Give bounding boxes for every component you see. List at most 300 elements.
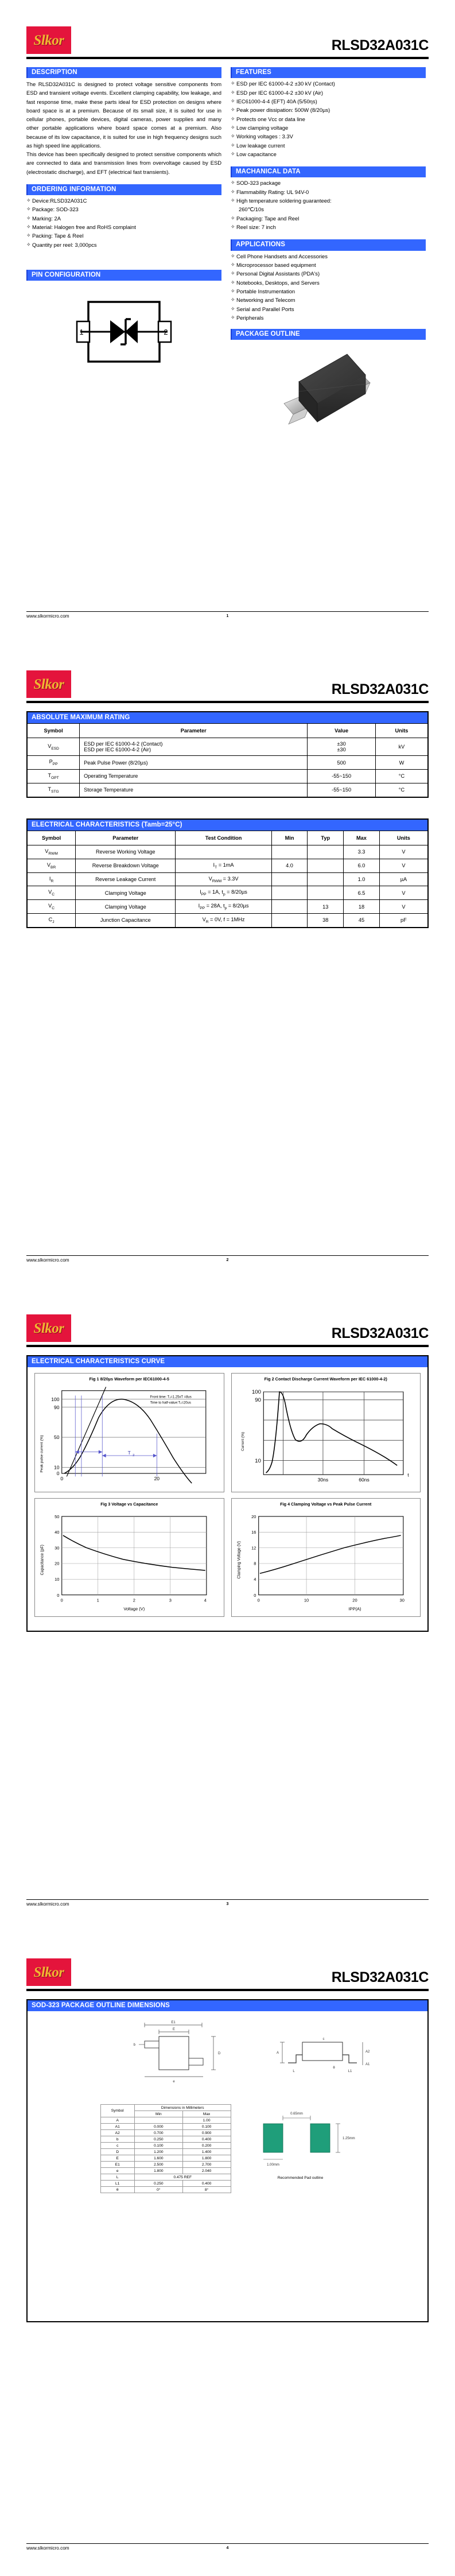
cell-units: V [379, 845, 427, 859]
spacer [26, 798, 429, 810]
cell-min [271, 886, 308, 900]
recommended-pad-caption: Recommended Pad outline [277, 2176, 324, 2181]
cell-symbol: E1 [100, 2162, 134, 2168]
cell-min [271, 872, 308, 886]
footer-row [26, 614, 429, 619]
list-item: ✧ Packaging: Tape and Reel [231, 214, 426, 223]
dimension-table-block [100, 2104, 231, 2193]
pin2-label: 2 [164, 328, 168, 337]
electrical-characteristics-curve-section [26, 1355, 429, 1632]
cell-symbol: A2 [100, 2130, 134, 2136]
dim-label-b: b [133, 2043, 135, 2047]
cell-max: 1.0 [344, 872, 380, 886]
list-item: ✧ Packing: Tape & Reel [26, 231, 221, 240]
cell-units: V [379, 886, 427, 900]
left-column [26, 67, 221, 434]
dim-label-theta: θ [332, 2066, 335, 2070]
cell-symbol: $C_J$ [28, 914, 76, 927]
slkor-logo [26, 26, 71, 54]
table-row [100, 2136, 231, 2143]
column-header: Max [182, 2111, 231, 2117]
ordering-list [26, 196, 221, 249]
page-footer [26, 1255, 429, 1263]
cell-units: °C [375, 770, 427, 783]
list-item: ✧ Peripherals [231, 313, 426, 322]
fig2-plot [234, 1383, 418, 1491]
section-header-applications: APPLICATIONS [231, 239, 426, 250]
diode-symbol-icon [61, 292, 187, 372]
page-header [26, 644, 429, 698]
cell-symbol: $P_{PP}$ [28, 756, 80, 770]
list-item: ✧ Low clamping voltage [231, 123, 426, 132]
table-row [28, 872, 427, 886]
page1-columns [26, 67, 429, 434]
ytick: 16 [251, 1530, 256, 1535]
table-row [28, 859, 427, 872]
table-row [100, 2162, 231, 2168]
cell-symbol: $V_{ESD}$ [28, 738, 80, 756]
features-list [231, 79, 426, 158]
footer-url: www.slkormicro.com [26, 614, 69, 619]
chart-title: Fig 3 Voltage vs Capacitance [100, 1501, 158, 1507]
cell-symbol: $V_C$ [28, 886, 76, 900]
footer-rule [26, 1899, 429, 1900]
abs-max-table [28, 723, 427, 796]
table-row [28, 900, 427, 914]
applications-list [231, 252, 426, 323]
cell-min: 0.700 [134, 2130, 182, 2136]
cell-condition: $I_T = 1mA$ [176, 859, 271, 872]
electrical-characteristics-table [26, 818, 429, 928]
footer-rule [26, 1255, 429, 1256]
recommended-pad-block [246, 2104, 355, 2180]
cell-max: 0.200 [182, 2143, 231, 2149]
column-header: Test Condition [176, 831, 271, 845]
spacer [231, 158, 426, 166]
cell-value: -55~150 [308, 783, 375, 796]
section-header-absolute-maximum-rating: ABSOLUTE MAXIMUM RATING [28, 712, 427, 723]
logo-text: Slkor [33, 1320, 64, 1336]
cell-max: 0.100 [182, 2124, 231, 2130]
cell-max: 2.040 [182, 2168, 231, 2174]
table-row [28, 914, 427, 927]
cell-value: ±30 ±30 [308, 738, 375, 756]
cell-units: W [375, 756, 427, 770]
table-row [28, 738, 427, 756]
axis-label-y: Clamping Voltage (V) [237, 1541, 242, 1579]
package-top-view-drawing [76, 2019, 265, 2094]
logo-text: Slkor [33, 1964, 64, 1980]
ytick: 10 [53, 1464, 60, 1471]
cell-symbol: D [100, 2149, 134, 2155]
dim-label-L1: L1 [348, 2070, 352, 2074]
page-title: RLSD32A031C [331, 1969, 429, 1985]
cell-parameter: Reverse Leakage Current [76, 872, 176, 886]
spacer [26, 176, 221, 184]
cell-max: 0.900 [182, 2130, 231, 2136]
column-header: Typ [308, 831, 344, 845]
ytick: 90 [254, 1396, 261, 1403]
description-paragraph: The RLSD32A031C is designed to protect voltage sensitive components from ESD and transient voltage events. Excellent clamping capability, low leakage, and fast response time, make these parts ideal for ESD protection on designs where board space is at a premium. Because of its small size, it is suited for use in cellular phones, portable devices, digital cameras, power supplies and many other portable applications where board space comes at a premium. Also because of its low capacitance, it is suited for use in high frequency designs such as high speed line applications. [26, 81, 221, 149]
table-row [100, 2149, 231, 2155]
ytick: 100 [251, 1388, 261, 1395]
cell-max: 0.400 [182, 2136, 231, 2143]
axis-label-y: Peak pulse current (%) [40, 1435, 44, 1473]
spacer [26, 249, 221, 270]
cell-units: kV [375, 738, 427, 756]
ytick: 4 [253, 1577, 256, 1582]
ytick: 8 [253, 1561, 256, 1566]
table-row [100, 2143, 231, 2149]
cell-max: 2.700 [182, 2162, 231, 2168]
cell-min: 0.250 [134, 2181, 182, 2187]
chart-fig4 [231, 1498, 421, 1617]
cell-max: 1.00 [182, 2117, 231, 2124]
cell-typ [308, 886, 344, 900]
cell-ref-value: 0.475 REF [134, 2174, 231, 2181]
cell-value: -55~150 [308, 770, 375, 783]
ytick: 90 [53, 1404, 60, 1410]
xtick: 20 [154, 1475, 160, 1481]
cell-min: 1.600 [134, 2155, 182, 2162]
description-paragraph: This device has been specifically designed to protect sensitive components which are connected to data and transmission lines from overvoltage caused by ESD (electrostatic discharge), and EFT (electrical fast transients). [26, 151, 221, 175]
table-row [100, 2187, 231, 2193]
xtick: 60ns [358, 1476, 370, 1483]
column-header: Value [308, 724, 375, 738]
table-header-row [28, 724, 427, 738]
axis-label-x: IPP(A) [348, 1606, 361, 1612]
cell-max: 3.3 [344, 845, 380, 859]
section-header-package-outline: PACKAGE OUTLINE [231, 329, 426, 340]
list-item: ✧ Protects one Vcc or data line [231, 115, 426, 123]
cell-symbol: $I_R$ [28, 872, 76, 886]
footer-rule [26, 611, 429, 612]
pad-dim-width: 1.00mm [266, 2163, 279, 2167]
dim-label-e: e [172, 2080, 175, 2084]
xtick: 0 [257, 1597, 260, 1603]
svg-text:2: 2 [133, 1453, 135, 1457]
annotation-front-time: Front time: T₁=1.25xT =8us [150, 1395, 192, 1399]
xtick: 0 [60, 1597, 63, 1603]
footer-row [26, 1902, 429, 1907]
cell-units: µA [379, 872, 427, 886]
list-item: ✧ ESD per IEC 61000-4-2 ±30 kV (Contact) [231, 79, 426, 88]
cell-symbol: $V_C$ [28, 900, 76, 914]
column-header: Parameter [76, 831, 176, 845]
page-title: RLSD32A031C [331, 681, 429, 697]
cell-min: 0° [134, 2187, 182, 2193]
list-item: ✧ IEC61000-4-4 (EFT) 40A (5/50ηs) [231, 97, 426, 106]
cell-typ: 38 [308, 914, 344, 927]
list-item: ✧ Material: Halogen free and RoHS complaint [26, 223, 221, 231]
cell-min: 0.100 [134, 2143, 182, 2149]
dim-label-A2: A2 [365, 2050, 370, 2054]
cell-parameter: Reverse Breakdown Voltage [76, 859, 176, 872]
column-header: Min [134, 2111, 182, 2117]
cell-min: 2.500 [134, 2162, 182, 2168]
cell-max: 18 [344, 900, 380, 914]
dimension-table [100, 2104, 231, 2193]
column-header: Max [344, 831, 380, 845]
dims-and-pad-row [36, 2104, 419, 2193]
pad-dim-height: 1.25mm [342, 2137, 355, 2141]
column-header: Symbol [100, 2105, 134, 2117]
page-footer [26, 2543, 429, 2551]
slkor-logo [26, 1958, 71, 1986]
dim-label-E: E [172, 2028, 175, 2032]
cell-symbol: θ [100, 2187, 134, 2193]
column-header: Symbol [28, 724, 80, 738]
list-item: ✧ Quantity per reel: 3,000pcs [26, 240, 221, 249]
ytick: 40 [55, 1530, 60, 1535]
header-rule [26, 57, 429, 59]
fig1-plot [37, 1383, 221, 1491]
curve-row-1 [34, 1373, 421, 1492]
dim-label-A: A [276, 2051, 279, 2055]
cell-parameter: Operating Temperature [80, 770, 308, 783]
right-column [231, 67, 426, 434]
cell-value: 500 [308, 756, 375, 770]
page-title: RLSD32A031C [331, 37, 429, 53]
cell-max: 1.400 [182, 2149, 231, 2155]
sod323-package-icon [274, 347, 383, 433]
dim-label-E1: E1 [170, 2021, 176, 2025]
cell-min [271, 845, 308, 859]
cell-symbol: $T_{OPT}$ [28, 770, 80, 783]
list-item: ✧ SOD-323 package [231, 179, 426, 187]
table-header-row [100, 2105, 231, 2111]
cell-typ [308, 872, 344, 886]
section-header-pin-configuration: PIN CONFIGURATION [26, 270, 221, 281]
cell-parameter: ESD per IEC 61000-4-2 (Contact) ESD per IEC 61000-4-2 (Air) [80, 738, 308, 756]
dimension-units-header: Dimensions in Millimeters [134, 2105, 231, 2111]
cell-condition: $V_{RWM} = 3.3V$ [176, 872, 271, 886]
cell-parameter: Clamping Voltage [76, 886, 176, 900]
annotation-t2: T [127, 1449, 131, 1456]
fig3-plot [37, 1508, 221, 1615]
page-header [26, 1932, 429, 1986]
slkor-logo [26, 670, 71, 698]
table-row [100, 2181, 231, 2187]
xtick: 2 [133, 1597, 135, 1603]
slkor-logo [26, 1314, 71, 1342]
spacer [231, 322, 426, 329]
page-header [26, 0, 429, 54]
logo-text: Slkor [33, 32, 64, 48]
header-rule [26, 1345, 429, 1347]
xtick: 0 [60, 1475, 64, 1481]
cell-min [134, 2117, 182, 2124]
pin-configuration-drawing [26, 289, 221, 375]
list-item: ✧ High temperature soldering guaranteed: [231, 196, 426, 205]
ytick: 50 [55, 1514, 60, 1520]
section-header-package-outline-dimensions: SOD-323 PACKAGE OUTLINE DIMENSIONS [28, 2000, 427, 2011]
table-row [28, 756, 427, 770]
list-item: ✧ Personal Digital Assistants (PDA's) [231, 269, 426, 278]
package-outline-dimensions-section [26, 1999, 429, 2322]
cell-max: 8° [182, 2187, 231, 2193]
list-item: ✧ Networking and Telecom [231, 296, 426, 304]
cell-symbol: E [100, 2155, 134, 2162]
page-footer [26, 611, 429, 619]
cell-symbol: L [100, 2174, 134, 2181]
ytick: 0 [57, 1593, 60, 1599]
list-item: ✧ Reel size: 7 inch [231, 223, 426, 231]
pad-dim-gap: 0.65mm [290, 2112, 303, 2116]
cell-min: 4.0 [271, 859, 308, 872]
table-row [100, 2168, 231, 2174]
ytick: 12 [251, 1545, 256, 1551]
column-header: Symbol [28, 831, 76, 845]
axis-label-y: Capacitance (pF) [40, 1545, 45, 1576]
section-header-electrical-characteristics: ELECTRICAL CHARACTERISTICS (Tamb=25°C) [28, 820, 427, 831]
recommended-pad-outline-drawing [246, 2104, 355, 2173]
ytick: 10 [55, 1577, 60, 1582]
cell-parameter: Reverse Working Voltage [76, 845, 176, 859]
column-header: Units [375, 724, 427, 738]
ytick: 0 [56, 1470, 60, 1476]
cell-symbol: c [100, 2143, 134, 2149]
dim-label-A1: A1 [365, 2063, 370, 2067]
cell-parameter: Storage Temperature [80, 783, 308, 796]
spacer [231, 231, 426, 239]
chart-title: Fig 1 8/20µs Waveform per IEC61000-4-5 [89, 1376, 169, 1382]
list-item: ✧ Microprocessor based equipment [231, 261, 426, 269]
list-item: ✧ Package: SOD-323 [26, 205, 221, 214]
table-row [28, 770, 427, 783]
table-row [100, 2130, 231, 2136]
ytick: 0 [253, 1593, 256, 1599]
cell-max: 6.5 [344, 886, 380, 900]
cell-typ [308, 859, 344, 872]
xtick: 3 [169, 1597, 172, 1603]
xtick: 30 [399, 1597, 405, 1603]
list-item: ✧ Low leakage current [231, 141, 426, 150]
absolute-maximum-rating-table [26, 711, 429, 798]
list-item: ✧ Flammability Rating: UL 94V-0 [231, 188, 426, 196]
cell-condition: $I_{PP} = 28A$, $t_p = 8/20\mu s$ [176, 900, 271, 914]
cell-symbol: e [100, 2168, 134, 2174]
cell-max: 0.400 [182, 2181, 231, 2187]
footer-url: www.slkormicro.com [26, 1902, 69, 1907]
package-drawings-top [36, 2019, 419, 2094]
page-number: 4 [226, 2546, 229, 2550]
footer-row [26, 1258, 429, 1263]
cell-min [271, 900, 308, 914]
table-row [28, 783, 427, 796]
list-item: ✧ ESD per IEC 61000-4-2 ±30 kV (Air) [231, 88, 426, 97]
cell-symbol: $V_{RWM}$ [28, 845, 76, 859]
description-text [26, 80, 221, 176]
cell-parameter: Junction Capacitance [76, 914, 176, 927]
header-rule [26, 701, 429, 703]
page-3 [0, 1288, 455, 1932]
dim-label-c: c [322, 2038, 324, 2042]
mechanical-list [231, 179, 426, 231]
cell-symbol: A1 [100, 2124, 134, 2130]
chart-fig2 [231, 1373, 421, 1492]
cell-min: 1.200 [134, 2149, 182, 2155]
footer-row [26, 2546, 429, 2551]
package-outline-image [231, 346, 426, 434]
chart-title: Fig 4 Clamping Voltage vs Peak Pulse Current [280, 1501, 372, 1507]
cell-parameter: Peak Pulse Power (8/20µs) [80, 756, 308, 770]
cell-max: 1.800 [182, 2155, 231, 2162]
footer-url: www.slkormicro.com [26, 2546, 69, 2551]
list-item: 260℃/10s [239, 206, 264, 213]
list-item: ✧ Working voltages : 3.3V [231, 132, 426, 141]
cell-min: 0.000 [134, 2124, 182, 2130]
section-header-ordering-information: ORDERING INFORMATION [26, 184, 221, 195]
table-header-row [28, 831, 427, 845]
column-header: Min [271, 831, 308, 845]
cell-units: pF [379, 914, 427, 927]
curve-grid [28, 1367, 427, 1631]
cell-units: V [379, 900, 427, 914]
section-header-characteristics-curve: ELECTRICAL CHARACTERISTICS CURVE [28, 1356, 427, 1367]
footer-url: www.slkormicro.com [26, 1258, 69, 1263]
cell-typ [308, 845, 344, 859]
cell-units: °C [375, 783, 427, 796]
cell-min: 1.800 [134, 2168, 182, 2174]
list-item: ✧ Device:RLSD32A031C [26, 196, 221, 205]
page-footer [26, 1899, 429, 1907]
elec-table [28, 831, 427, 927]
ytick: 100 [51, 1396, 60, 1402]
ytick: 10 [254, 1457, 261, 1464]
cell-parameter: Clamping Voltage [76, 900, 176, 914]
section-header-description: DESCRIPTION [26, 67, 221, 78]
xtick: 10 [304, 1597, 309, 1603]
chart-title: Fig 2 Contact Discharge Current Waveform per IEC 61000-4-2) [264, 1376, 387, 1382]
xtick: 4 [204, 1597, 207, 1603]
axis-label-x: t [407, 1472, 409, 1478]
xtick: 20 [352, 1597, 357, 1603]
list-item: ✧ Cell Phone Handsets and Accessories [231, 252, 426, 261]
cell-condition [176, 845, 271, 859]
table-row [28, 886, 427, 900]
fig4-plot [234, 1508, 418, 1615]
axis-label-x: Voltage (V) [123, 1606, 145, 1612]
column-header: Units [379, 831, 427, 845]
ytick: 20 [55, 1561, 60, 1566]
section-header-mechanical-data: MACHANICAL DATA [231, 166, 426, 177]
column-header: Parameter [80, 724, 308, 738]
logo-text: Slkor [33, 676, 64, 692]
cell-min: 0.250 [134, 2136, 182, 2143]
dim-label-D: D [217, 2052, 220, 2056]
page-number: 1 [226, 614, 229, 618]
annotation-half-value: Time to half-value:T₂=20us [150, 1400, 191, 1405]
cell-units: V [379, 859, 427, 872]
list-item: ✧ Marking: 2A [26, 214, 221, 223]
page-1 [0, 0, 455, 644]
curve-row-2 [34, 1498, 421, 1617]
cell-symbol: $T_{STG}$ [28, 783, 80, 796]
package-outline-body [28, 2011, 427, 2321]
table-row [100, 2174, 231, 2181]
ytick: 30 [55, 1545, 60, 1551]
chart-fig3 [34, 1498, 224, 1617]
axis-label-y: Current (%) [240, 1431, 245, 1451]
page-4 [0, 1932, 455, 2576]
cell-condition: $I_{PP} = 1A$, $t_p = 8/20\mu s$ [176, 886, 271, 900]
cell-max: 45 [344, 914, 380, 927]
page-number: 2 [226, 1258, 229, 1262]
ytick: 20 [251, 1514, 256, 1520]
page-2 [0, 644, 455, 1288]
list-item: ✧ Peak power dissipation: 500W (8/20µs) [231, 106, 426, 114]
